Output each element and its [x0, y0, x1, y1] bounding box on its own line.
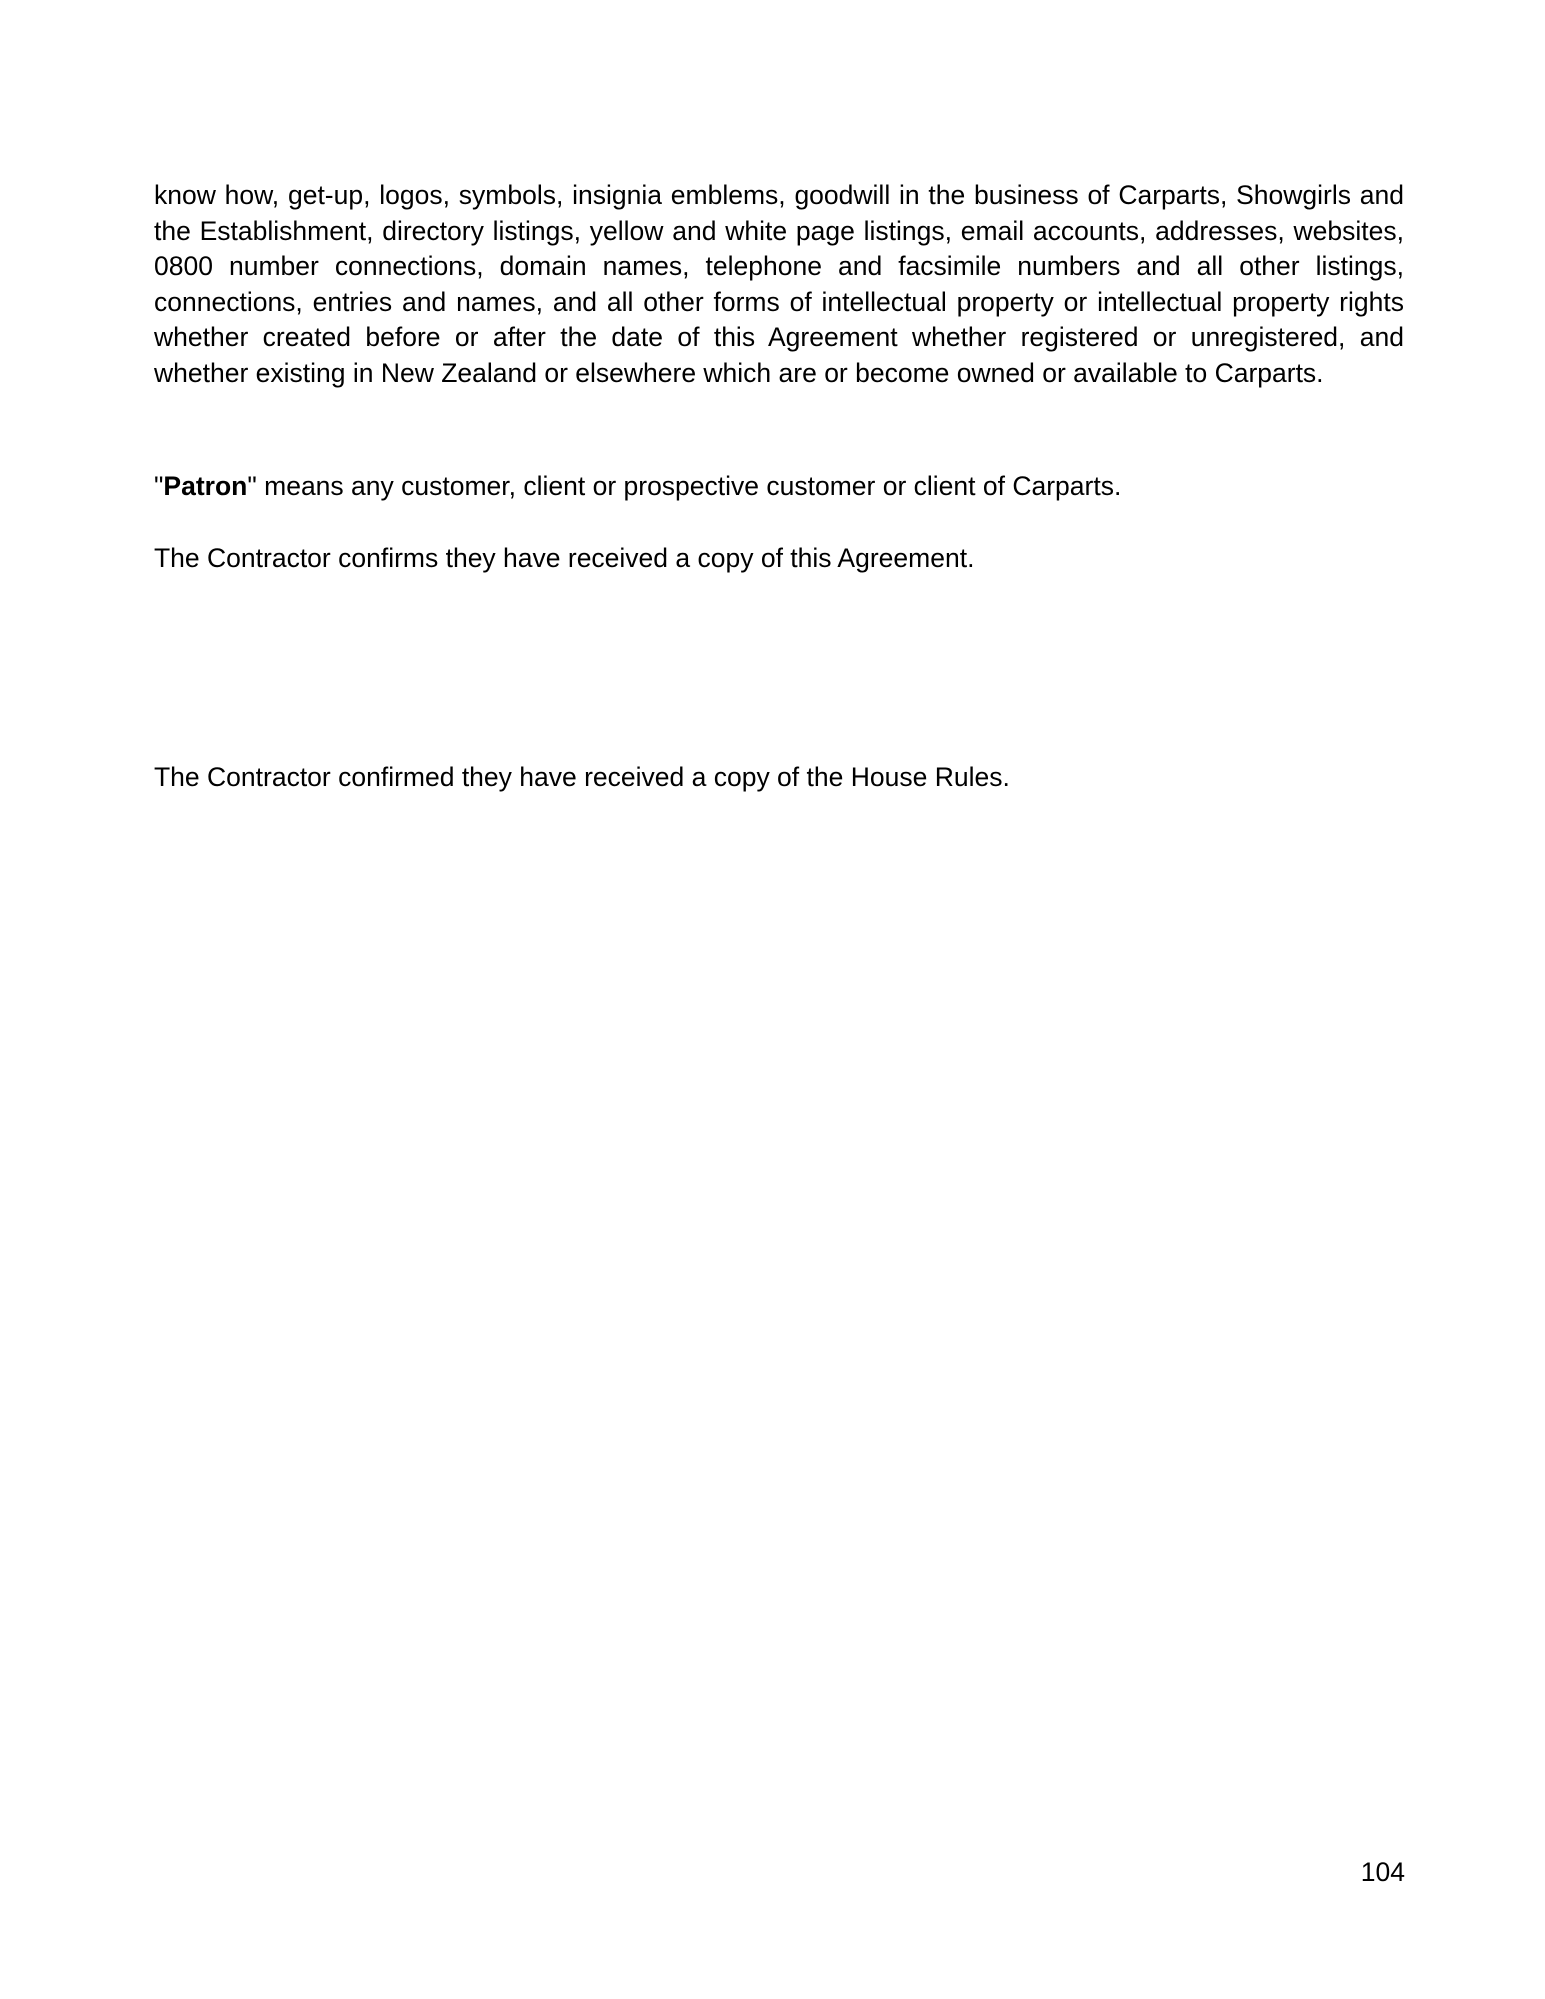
patron-term: Patron: [163, 471, 248, 501]
page-number: 104: [1360, 1857, 1405, 1887]
house-rules-copy-confirmation: The Contractor confirmed they have received a copy of the House Rules.: [154, 762, 1010, 792]
patron-definition-text: " means any customer, client or prospective customer or client of Carparts.: [247, 471, 1122, 501]
patron-quote-open: ": [154, 471, 164, 501]
patron-definition-paragraph: [154, 469, 1404, 505]
agreement-copy-confirmation: The Contractor confirms they have received a copy of this Agreement.: [154, 543, 975, 573]
intellectual-property-definition-paragraph: know how, get-up, logos, symbols, insignia emblems, goodwill in the business of Carparts, Showgirls and the Establishment, directory listings, yellow and white page listings, email accounts, addresses, websites, 0800 number connections, domain names, telephone and facsimile numbers and all other listings, connections, entries and names, and all other forms of intellectual property or intellectual property rights whether created before or after the date of this Agreement whether registered or unregistered, and whether existing in New Zealand or elsewhere which are or become owned or available to Carparts.: [154, 180, 1404, 388]
